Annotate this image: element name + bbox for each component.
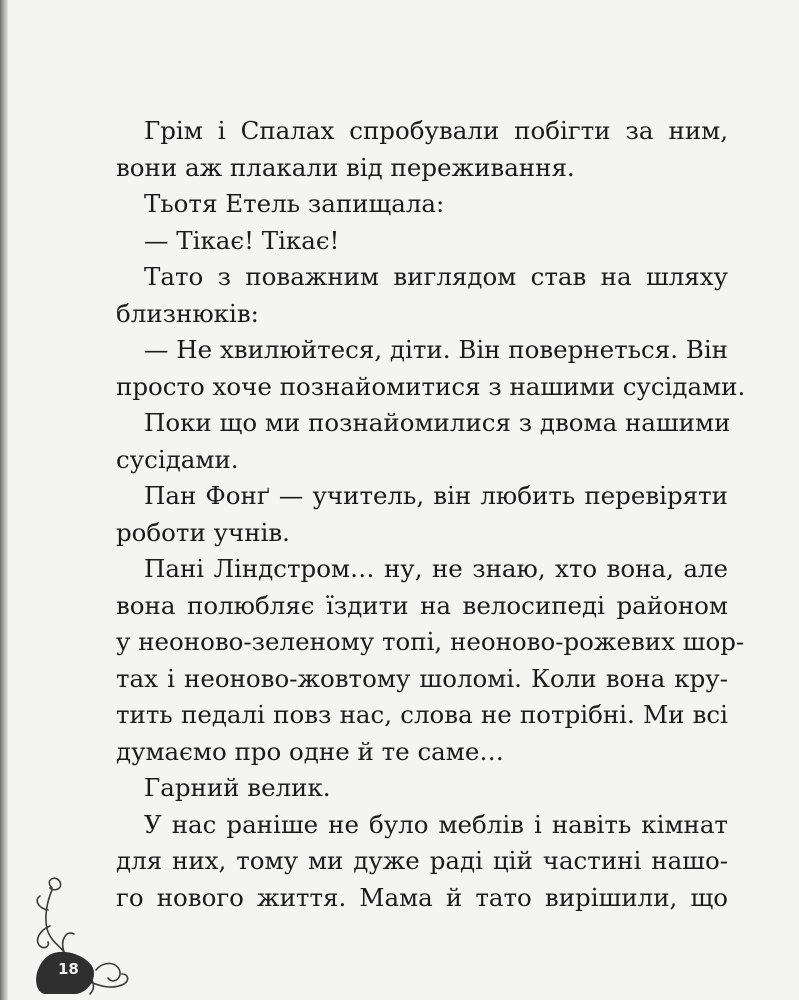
- text-line: Тато з поважним виглядом став на шляху: [144, 262, 728, 291]
- text-line: тить педалі повз нас, слова не потрібні. Ми всі: [116, 700, 728, 729]
- text-line: тах і неоново-жовтому шоломі. Коли вона кру-: [116, 663, 728, 693]
- body-text: [116, 113, 746, 916]
- text-line: Гарний велик.: [144, 773, 331, 802]
- page-number: 18: [58, 960, 79, 978]
- text-line: — Тікає! Тікає!: [144, 225, 340, 255]
- text-line: Поки що ми познайомилися з двома нашими: [144, 408, 731, 437]
- text-line: Пані Ліндстром… ну, не знаю, хто вона, але: [144, 554, 728, 583]
- text-line: Грім і Спалах спробували побігти за ним,: [144, 116, 728, 145]
- text-line: У нас раніше не було меблів і навіть кімнат: [144, 809, 728, 839]
- text-line: близнюків:: [116, 298, 259, 328]
- text-line: го нового життя. Мама й тато вирішили, що: [116, 882, 728, 912]
- flourish-ornament-icon: [0, 870, 140, 1000]
- text-line: роботи учнів.: [116, 517, 290, 547]
- text-line: Пан Фонґ — учитель, він любить перевіряти: [144, 481, 728, 510]
- text-line: для них, тому ми дуже раді цій частині нашо-: [116, 846, 728, 875]
- page-gutter-shadow: [0, 0, 8, 1000]
- text-line: сусідами.: [116, 444, 239, 474]
- text-line: просто хоче познайомитися з нашими сусідами.: [116, 371, 746, 401]
- text-line: вона полюбляє їздити на велосипеді районом: [116, 590, 728, 620]
- text-line: у неоново-зеленому топі, неоново-рожевих шор-: [116, 627, 745, 656]
- text-line: вони аж плакали від переживання.: [116, 152, 575, 182]
- text-line: думаємо про одне й те саме…: [116, 736, 504, 766]
- text-line: Тьотя Етель запищала:: [144, 189, 445, 218]
- text-line: — Не хвилюйтеся, діти. Він повернеться. Він: [144, 335, 728, 364]
